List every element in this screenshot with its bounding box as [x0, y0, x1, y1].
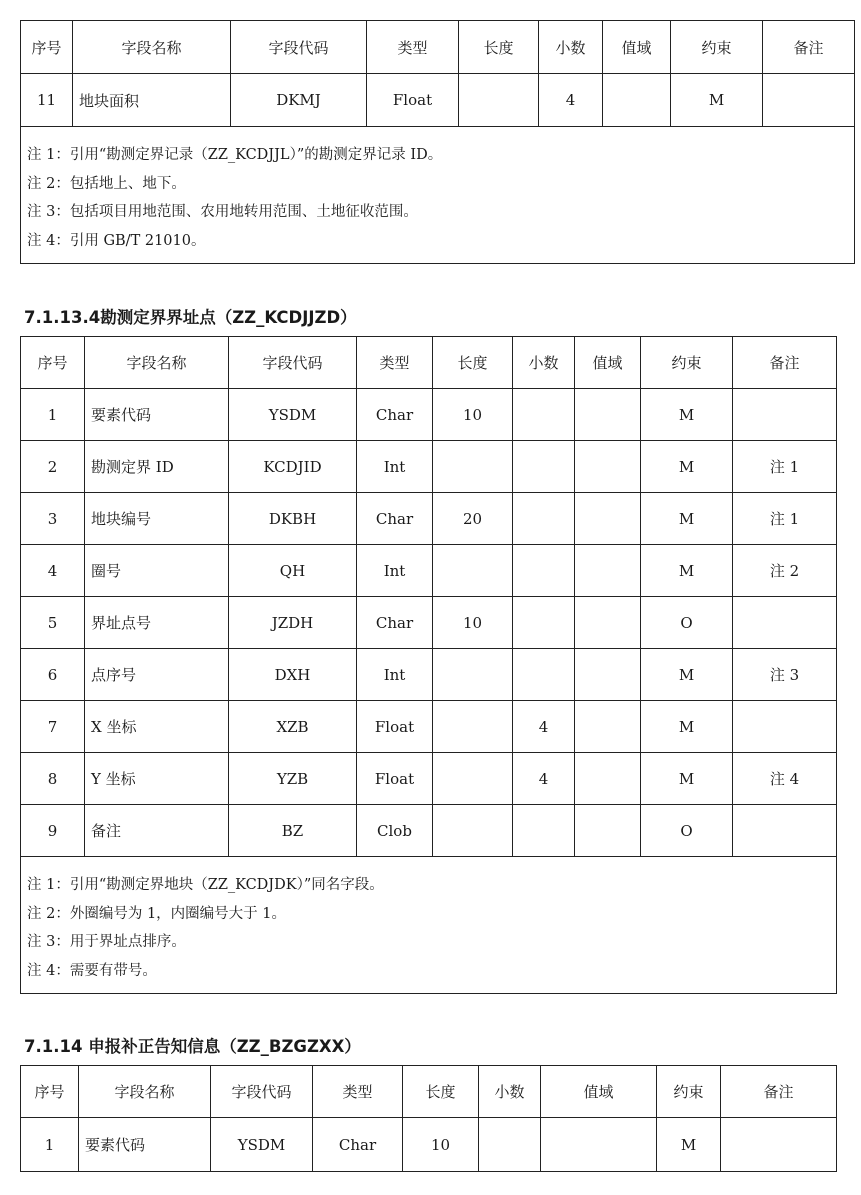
- table-notes-row: [21, 127, 855, 264]
- cell-type: Int: [357, 441, 433, 493]
- cell-domain: [575, 545, 641, 597]
- table-row: [21, 545, 837, 597]
- cell-index: 9: [21, 805, 85, 857]
- header-cell: 类型: [313, 1066, 403, 1118]
- cell-field-name: 地块面积: [73, 74, 231, 127]
- cell-field-code: QH: [229, 545, 357, 597]
- cell-field-name: X 坐标: [85, 701, 229, 753]
- cell-type: Char: [357, 597, 433, 649]
- header-cell: 值域: [603, 21, 671, 74]
- header-cell: 字段代码: [229, 337, 357, 389]
- cell-type: Float: [367, 74, 459, 127]
- cell-remark: [733, 805, 837, 857]
- table-header-row: [21, 1066, 837, 1118]
- header-cell: 备注: [763, 21, 855, 74]
- note-line: 注 1：引用“勘测定界地块（ZZ_KCDJDK）”同名字段。: [27, 877, 384, 893]
- header-cell: 类型: [367, 21, 459, 74]
- cell-type: Char: [357, 389, 433, 441]
- cell-index: 2: [21, 441, 85, 493]
- cell-length: [433, 441, 513, 493]
- cell-length: 10: [403, 1118, 479, 1172]
- table-row: [21, 805, 837, 857]
- cell-type: Char: [313, 1118, 403, 1172]
- cell-constraint: M: [641, 545, 733, 597]
- header-cell: 值域: [541, 1066, 657, 1118]
- cell-decimal: [513, 545, 575, 597]
- cell-decimal: [513, 597, 575, 649]
- cell-field-code: YSDM: [211, 1118, 313, 1172]
- note-line: 注 3：用于界址点排序。: [27, 934, 186, 950]
- table-row: [21, 701, 837, 753]
- cell-type: Int: [357, 545, 433, 597]
- cell-constraint: M: [641, 753, 733, 805]
- cell-field-name: 要素代码: [85, 389, 229, 441]
- cell-length: [433, 545, 513, 597]
- header-cell: 字段代码: [231, 21, 367, 74]
- cell-index: 7: [21, 701, 85, 753]
- cell-decimal: [513, 441, 575, 493]
- cell-decimal: [513, 493, 575, 545]
- cell-decimal: [479, 1118, 541, 1172]
- note-line: 注 4：需要有带号。: [27, 962, 157, 979]
- table-notes-row: [21, 857, 837, 994]
- cell-field-name: 界址点号: [85, 597, 229, 649]
- cell-length: [433, 701, 513, 753]
- field-table-correction-notice: [20, 1065, 837, 1172]
- cell-length: 10: [433, 389, 513, 441]
- cell-length: [433, 753, 513, 805]
- cell-field-name: 点序号: [85, 649, 229, 701]
- cell-decimal: [513, 389, 575, 441]
- header-cell: 约束: [641, 337, 733, 389]
- section-title: 7.1.13.4勘测定界界址点（ZZ_KCDJJZD）: [24, 308, 357, 327]
- header-cell: 长度: [459, 21, 539, 74]
- header-cell: 小数: [479, 1066, 541, 1118]
- cell-constraint: M: [657, 1118, 721, 1172]
- table-notes: [21, 857, 837, 994]
- cell-remark: 注 4: [733, 753, 837, 805]
- cell-index: 4: [21, 545, 85, 597]
- cell-constraint: M: [641, 701, 733, 753]
- cell-type: Char: [357, 493, 433, 545]
- cell-field-code: KCDJID: [229, 441, 357, 493]
- cell-index: 3: [21, 493, 85, 545]
- cell-type: Float: [357, 753, 433, 805]
- cell-field-code: YZB: [229, 753, 357, 805]
- field-table-boundary-point: [20, 336, 837, 994]
- cell-length: [459, 74, 539, 127]
- header-cell: 序号: [21, 21, 73, 74]
- header-cell: 小数: [513, 337, 575, 389]
- cell-constraint: M: [641, 649, 733, 701]
- header-cell: 类型: [357, 337, 433, 389]
- cell-field-name: 备注: [85, 805, 229, 857]
- header-cell: 值域: [575, 337, 641, 389]
- cell-decimal: 4: [513, 753, 575, 805]
- header-cell: 字段名称: [73, 21, 231, 74]
- note-line: 注 3：包括项目用地范围、农用地转用范围、土地征收范围。: [27, 204, 418, 220]
- cell-index: 5: [21, 597, 85, 649]
- section-title: 7.1.14 申报补正告知信息（ZZ_BZGZXX）: [24, 1037, 361, 1056]
- table-row: [21, 1118, 837, 1172]
- note-line: 注 4：引用 GB/T 21010。: [27, 232, 206, 249]
- header-cell: 小数: [539, 21, 603, 74]
- cell-type: Float: [357, 701, 433, 753]
- cell-decimal: 4: [539, 74, 603, 127]
- cell-length: 10: [433, 597, 513, 649]
- cell-index: 1: [21, 1118, 79, 1172]
- table-row: [21, 493, 837, 545]
- cell-length: 20: [433, 493, 513, 545]
- header-cell: 序号: [21, 1066, 79, 1118]
- cell-domain: [575, 753, 641, 805]
- cell-remark: 注 3: [733, 649, 837, 701]
- cell-remark: [733, 597, 837, 649]
- cell-field-name: 要素代码: [79, 1118, 211, 1172]
- cell-constraint: M: [641, 441, 733, 493]
- cell-constraint: O: [641, 597, 733, 649]
- cell-remark: 注 1: [733, 493, 837, 545]
- cell-remark: [733, 389, 837, 441]
- field-table-land-parcel: [20, 20, 855, 264]
- cell-field-name: 勘测定界 ID: [85, 441, 229, 493]
- table-notes: [21, 127, 855, 264]
- cell-field-code: DKMJ: [231, 74, 367, 127]
- cell-field-name: 地块编号: [85, 493, 229, 545]
- cell-field-code: YSDM: [229, 389, 357, 441]
- cell-domain: [575, 649, 641, 701]
- cell-index: 8: [21, 753, 85, 805]
- cell-constraint: M: [671, 74, 763, 127]
- header-cell: 字段名称: [79, 1066, 211, 1118]
- cell-domain: [575, 805, 641, 857]
- cell-field-name: Y 坐标: [85, 753, 229, 805]
- cell-remark: [733, 701, 837, 753]
- cell-decimal: [513, 649, 575, 701]
- table-row: [21, 597, 837, 649]
- cell-remark: [763, 74, 855, 127]
- cell-type: Clob: [357, 805, 433, 857]
- header-cell: 约束: [671, 21, 763, 74]
- cell-domain: [575, 493, 641, 545]
- cell-domain: [575, 441, 641, 493]
- header-cell: 备注: [721, 1066, 837, 1118]
- table-row: [21, 753, 837, 805]
- note-line: 注 1：引用“勘测定界记录（ZZ_KCDJJL）”的勘测定界记录 ID。: [27, 147, 443, 163]
- cell-remark: 注 1: [733, 441, 837, 493]
- cell-constraint: M: [641, 493, 733, 545]
- header-cell: 字段名称: [85, 337, 229, 389]
- cell-remark: 注 2: [733, 545, 837, 597]
- cell-remark: [721, 1118, 837, 1172]
- note-line: 注 2：包括地上、地下。: [27, 175, 186, 192]
- table-header-row: [21, 21, 855, 74]
- header-cell: 字段代码: [211, 1066, 313, 1118]
- cell-index: 1: [21, 389, 85, 441]
- cell-length: [433, 649, 513, 701]
- cell-decimal: [513, 805, 575, 857]
- cell-constraint: M: [641, 389, 733, 441]
- header-cell: 序号: [21, 337, 85, 389]
- cell-field-code: DXH: [229, 649, 357, 701]
- cell-constraint: O: [641, 805, 733, 857]
- cell-field-name: 圈号: [85, 545, 229, 597]
- cell-field-code: BZ: [229, 805, 357, 857]
- cell-field-code: JZDH: [229, 597, 357, 649]
- cell-domain: [575, 701, 641, 753]
- cell-domain: [603, 74, 671, 127]
- table-row: [21, 389, 837, 441]
- header-cell: 约束: [657, 1066, 721, 1118]
- table-row: [21, 441, 837, 493]
- cell-field-code: DKBH: [229, 493, 357, 545]
- cell-index: 6: [21, 649, 85, 701]
- cell-domain: [575, 597, 641, 649]
- table-row: [21, 649, 837, 701]
- table-row: [21, 74, 855, 127]
- note-line: 注 2：外圈编号为 1，内圈编号大于 1。: [27, 905, 287, 922]
- cell-index: 11: [21, 74, 73, 127]
- cell-field-code: XZB: [229, 701, 357, 753]
- header-cell: 备注: [733, 337, 837, 389]
- cell-domain: [541, 1118, 657, 1172]
- cell-domain: [575, 389, 641, 441]
- cell-length: [433, 805, 513, 857]
- header-cell: 长度: [433, 337, 513, 389]
- cell-type: Int: [357, 649, 433, 701]
- cell-decimal: 4: [513, 701, 575, 753]
- header-cell: 长度: [403, 1066, 479, 1118]
- table-header-row: [21, 337, 837, 389]
